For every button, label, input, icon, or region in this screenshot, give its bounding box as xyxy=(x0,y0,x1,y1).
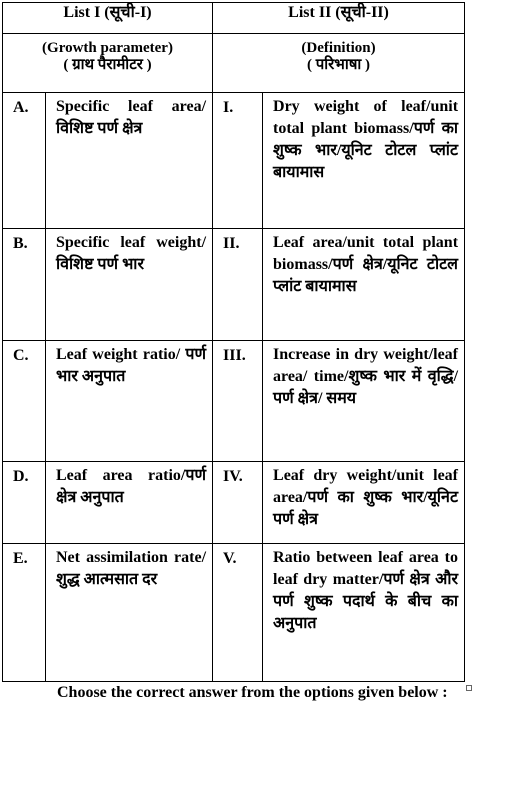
list2-code: II. xyxy=(213,229,263,341)
table-row xyxy=(3,544,465,682)
list2-text: Increase in dry weight/leaf area/ time/शुष्क भार में वृद्धि/पर्ण क्षेत्र/ समय xyxy=(263,341,465,462)
list2-text: Leaf area/unit total plant biomass/पर्ण क्षेत्र/यूनिट टोटल प्लांट बायामास xyxy=(263,229,465,341)
list1-text: Specific leaf weight/विशिष्ट पर्ण भार xyxy=(46,229,213,341)
list2-code: I. xyxy=(213,93,263,229)
list2-subtitle-en: (Definition) xyxy=(301,40,376,56)
table-row xyxy=(3,462,465,544)
table-row xyxy=(3,341,465,462)
list2-code: V. xyxy=(213,544,263,682)
list1-text: Leaf weight ratio/ पर्ण भार अनुपात xyxy=(46,341,213,462)
list1-text: Specific leaf area/विशिष्ट पर्ण क्षेत्र xyxy=(46,93,213,229)
list1-subtitle xyxy=(3,34,213,93)
list2-code: III. xyxy=(213,341,263,462)
list1-text: Net assimilation rate/शुद्ध आत्मसात दर xyxy=(46,544,213,682)
list2-text: Dry weight of leaf/unit total plant biomass/पर्ण का शुष्क भार/यूनिट टोटल प्लांट बायामास xyxy=(263,93,465,229)
list1-code: C. xyxy=(3,341,46,462)
list2-subtitle-hi: ( परिभाषा ) xyxy=(307,57,371,73)
table-row xyxy=(3,93,465,229)
list2-text: Leaf dry weight/unit leaf area/पर्ण का शुष्क भार/यूनिट पर्ण क्षेत्र xyxy=(263,462,465,544)
list2-subtitle xyxy=(213,34,465,93)
list2-text: Ratio between leaf area to leaf dry matter/पर्ण क्षेत्र और पर्ण शुष्क पदार्थ के बीच का अनुपात xyxy=(263,544,465,682)
list1-title: List I (सूची-I) xyxy=(3,3,213,34)
list1-code: A. xyxy=(3,93,46,229)
list1-text: Leaf area ratio/पर्ण क्षेत्र अनुपात xyxy=(46,462,213,544)
table-row xyxy=(3,229,465,341)
list1-subtitle-en: (Growth parameter) xyxy=(42,40,173,56)
list1-code: B. xyxy=(3,229,46,341)
list1-code: D. xyxy=(3,462,46,544)
list2-code: IV. xyxy=(213,462,263,544)
list2-title: List II (सूची-II) xyxy=(213,3,465,34)
instruction-text: Choose the correct answer from the options given below : xyxy=(57,684,448,701)
list1-code: E. xyxy=(3,544,46,682)
list1-subtitle-hi: ( ग्राथ पैरामीटर ) xyxy=(63,57,152,73)
paragraph-marker xyxy=(466,685,472,691)
match-list-table xyxy=(2,2,465,682)
